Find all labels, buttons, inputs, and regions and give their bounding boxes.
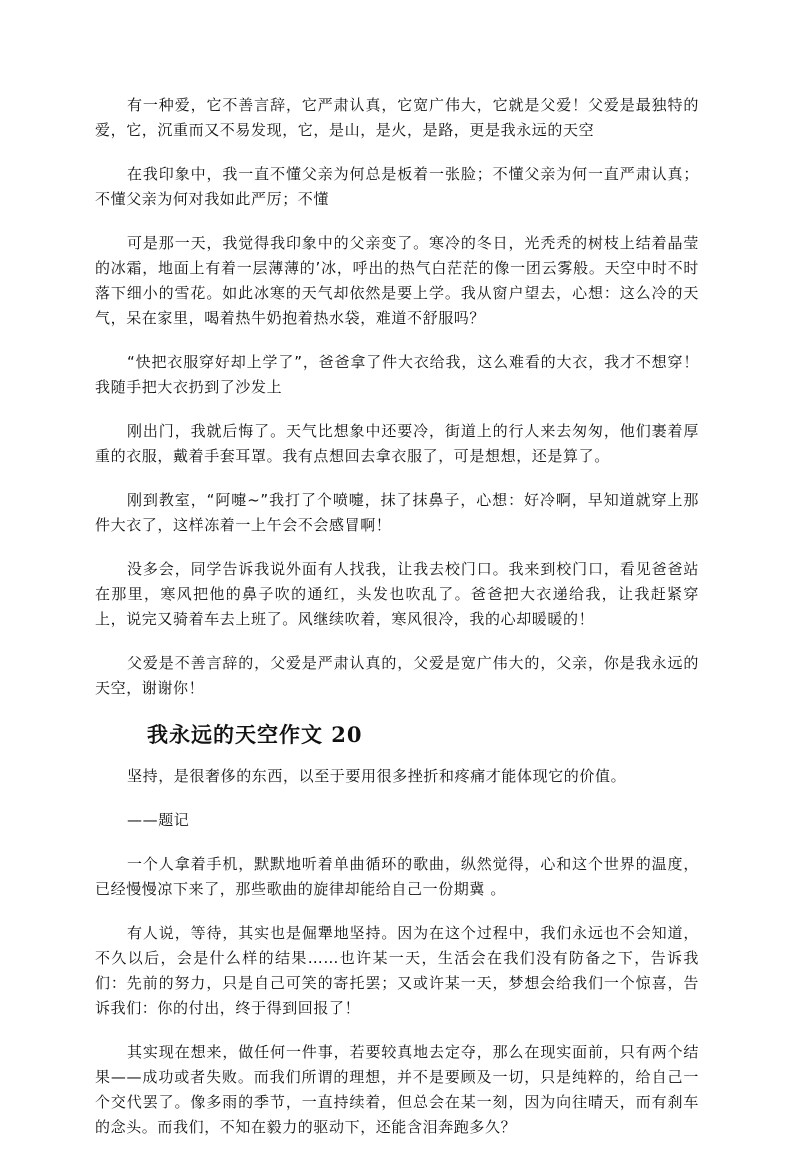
paragraph: 可是那一天，我觉得我印象中的父亲变了。寒冷的冬日，光秃秃的树枝上结着晶莹的冰霜，地面上有着一层薄薄的’冰，呼出的热气白茫茫的像一团云雾般。天空中时不时落下细小的雪花。如此冰寒的天气却依然是要上学。我从窗户望去，心想：这么冷的天气，呆在家里，喝着热牛奶抱着热水袋，难道不舒服吗？ bbox=[95, 234, 699, 327]
paragraph: “快把衣服穿好却上学了”，爸爸拿了件大衣给我，这么难看的大衣，我才不想穿！我随手把大衣扔到了沙发上 bbox=[95, 353, 699, 396]
paragraph: 刚出门，我就后悔了。天气比想象中还要冷，街道上的行人来去匆匆，他们裹着厚重的衣服，戴着手套耳罩。我有点想回去拿衣服了，可是想想，还是算了。 bbox=[95, 422, 699, 465]
essay-body bbox=[95, 93, 699, 1159]
paragraph: 刚到教室，“阿嚏~”我打了个喷嚏，抹了抹鼻子，心想：好冷啊，早知道就穿上那件大衣了，这样冻着一上午会不会感冒啊！ bbox=[95, 491, 699, 534]
paragraph: 有人说，等待，其实也是倔犟地坚持。因为在这个过程中，我们永远也不会知道，不久以后，会是什么样的结果……也许某一天，生活会在我们没有防备之下，告诉我们：先前的努力，只是自己可笑的寄托罢；又或许某一天，梦想会给我们一个惊喜，告诉我们：你的付出，终于得到回报了！ bbox=[95, 924, 699, 1017]
paragraph: 一个人拿着手机，默默地听着单曲循环的歌曲，纵然觉得，心和这个世界的温度，已经慢慢凉下来了，那些歌曲的旋律却能给自己一份期冀 。 bbox=[95, 855, 699, 898]
paragraph: 其实现在想来，做任何一件事，若要较真地去定夺，那么在现实面前，只有两个结果——成功或者失败。而我们所谓的理想，并不是要顾及一切，只是纯粹的，给自己一个交代罢了。像多雨的季节，一直持续着，但总会在某一刻，因为向往晴天，而有刹车的念头。而我们，不知在毅力的驱动下，还能含泪奔跑多久？ bbox=[95, 1043, 699, 1136]
section-heading: 我永远的天空作文 20 bbox=[147, 722, 363, 747]
paragraph: 坚持，是很奢侈的东西，以至于要用很多挫折和疼痛才能体现它的价值。 bbox=[127, 767, 627, 785]
paragraph: 父爱是不善言辞的，父爱是严肃认真的，父爱是宽广伟大的，父亲，你是我永远的天空，谢谢你！ bbox=[95, 654, 699, 697]
paragraph: 有一种爱，它不善言辞，它严肃认真，它宽广伟大，它就是父爱！父爱是最独特的爱，它，沉重而又不易发现，它，是山，是火，是路，更是我永远的天空 bbox=[95, 96, 699, 139]
paragraph: 没多会，同学告诉我说外面有人找我，让我去校门口。我来到校门口，看见爸爸站在那里，寒风把他的鼻子吹的通红，头发也吹乱了。爸爸把大衣递给我，让我赶紧穿上，说完又骑着车去上班了。风继续吹着，寒风很冷，我的心却暖暖的！ bbox=[95, 560, 699, 628]
epigraph-attribution: ——题记 bbox=[127, 811, 190, 829]
paragraph: 在我印象中，我一直不懂父亲为何总是板着一张脸；不懂父亲为何一直严肃认真；不懂父亲为何对我如此严厉；不懂 bbox=[95, 165, 699, 208]
